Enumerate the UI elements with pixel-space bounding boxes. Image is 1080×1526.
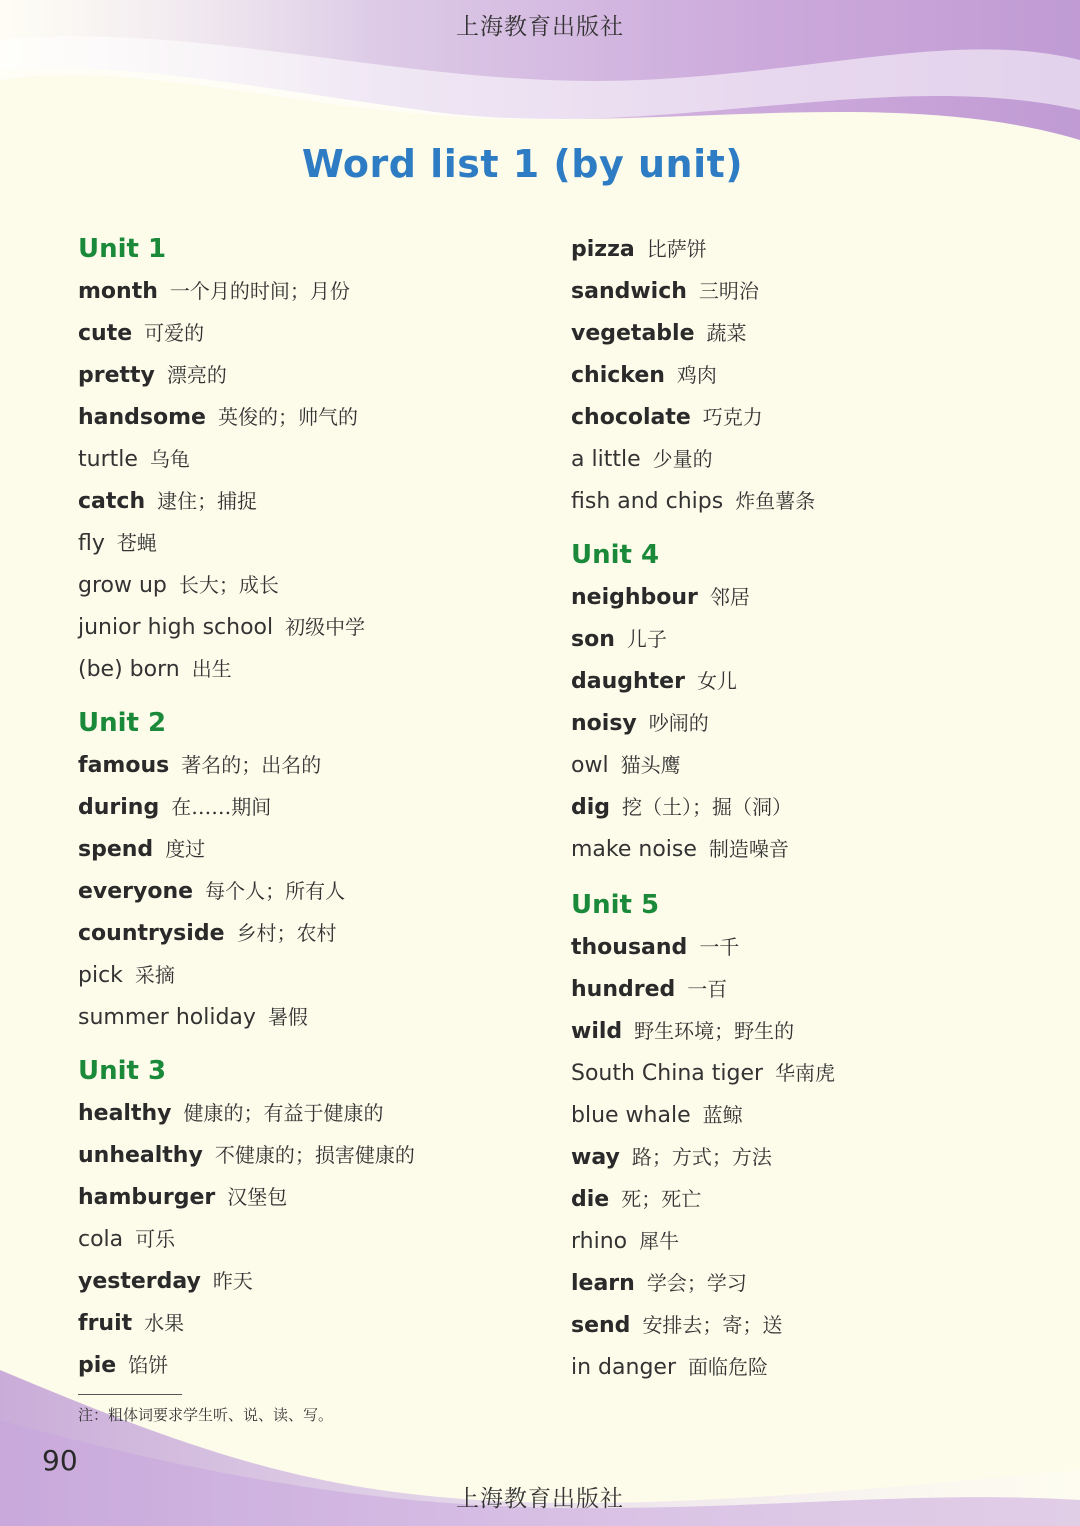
right-column	[571, 228, 835, 1388]
word-english: vegetable	[571, 321, 695, 346]
word-chinese: 健康的；有益于健康的	[183, 1101, 384, 1125]
word-entry	[571, 618, 835, 660]
word-entry	[571, 396, 835, 438]
word-english: die	[571, 1187, 610, 1212]
word-english: handsome	[78, 405, 206, 430]
word-entry	[78, 786, 415, 828]
word-entry	[78, 648, 415, 690]
word-english: pie	[78, 1353, 117, 1378]
footnote: 注：粗体词要求学生听、说、读、写。	[78, 1406, 334, 1424]
word-english: month	[78, 279, 158, 304]
word-chinese: 不健康的；损害健康的	[214, 1143, 415, 1167]
word-chinese: 一个月的时间；月份	[169, 279, 350, 303]
word-english: yesterday	[78, 1269, 201, 1294]
word-chinese: 鸡肉	[676, 363, 717, 387]
word-english: chicken	[571, 363, 665, 388]
left-column	[78, 228, 415, 1386]
word-english: fly	[78, 531, 105, 556]
word-chinese: 在……期间	[171, 795, 272, 819]
word-chinese: 馅饼	[128, 1353, 169, 1377]
word-chinese: 长大；成长	[178, 573, 279, 597]
word-chinese: 著名的；出名的	[181, 753, 322, 777]
word-entry	[571, 312, 835, 354]
word-chinese: 比萨饼	[646, 237, 707, 261]
word-entry	[571, 480, 835, 522]
word-english: send	[571, 1313, 631, 1338]
publisher-header: 上海教育出版社	[456, 14, 624, 40]
word-english: everyone	[78, 879, 194, 904]
word-chinese: 猫头鹰	[620, 753, 681, 777]
unit-heading-1: Unit 1	[78, 234, 167, 264]
word-entry	[78, 1218, 415, 1260]
word-entry	[571, 1010, 835, 1052]
word-english: rhino	[571, 1229, 628, 1254]
word-entry	[78, 522, 415, 564]
word-entry	[78, 354, 415, 396]
word-chinese: 苍蝇	[116, 531, 157, 555]
word-english: sandwich	[571, 279, 687, 304]
word-entry	[78, 1134, 415, 1176]
word-english: dig	[571, 795, 611, 820]
unit-heading-5: Unit 5	[571, 890, 660, 920]
word-english: catch	[78, 489, 146, 514]
word-english: make noise	[571, 837, 697, 862]
word-english: a little	[571, 447, 641, 472]
word-chinese: 一百	[687, 977, 728, 1001]
word-entry	[571, 786, 835, 828]
word-english: South China tiger	[571, 1061, 764, 1086]
word-english: junior high school	[78, 615, 274, 640]
word-entry	[571, 1220, 835, 1262]
word-english: fish and chips	[571, 489, 724, 514]
word-chinese: 乌龟	[149, 447, 190, 471]
word-english: spend	[78, 837, 154, 862]
word-chinese: 初级中学	[285, 615, 366, 639]
word-chinese: 炸鱼薯条	[735, 489, 816, 513]
word-english: in danger	[571, 1355, 676, 1380]
word-entry	[571, 660, 835, 702]
word-chinese: 蓝鲸	[702, 1103, 743, 1127]
word-chinese: 出生	[191, 657, 232, 681]
word-entry	[571, 926, 835, 968]
word-english: hamburger	[78, 1185, 216, 1210]
word-chinese: 采摘	[134, 963, 175, 987]
word-chinese: 漂亮的	[166, 363, 227, 387]
word-english: healthy	[78, 1101, 172, 1126]
word-entry	[78, 564, 415, 606]
spacer	[78, 690, 415, 702]
word-entry	[78, 1260, 415, 1302]
word-english: fruit	[78, 1311, 133, 1336]
word-chinese: 野生环境；野生的	[634, 1019, 795, 1043]
word-chinese: 少量的	[652, 447, 713, 471]
word-english: unhealthy	[78, 1143, 203, 1168]
word-chinese: 犀牛	[639, 1229, 680, 1253]
word-english: cola	[78, 1227, 124, 1252]
word-english: wild	[571, 1019, 623, 1044]
footnote-divider	[78, 1394, 182, 1395]
word-chinese: 可爱的	[144, 321, 205, 345]
word-entry	[571, 744, 835, 786]
word-english: famous	[78, 753, 170, 778]
word-chinese: 死；死亡	[621, 1187, 702, 1211]
unit-heading-3: Unit 3	[78, 1056, 167, 1086]
word-entry	[78, 480, 415, 522]
word-chinese: 水果	[144, 1311, 185, 1335]
word-chinese: 儿子	[626, 627, 667, 651]
word-chinese: 暑假	[267, 1005, 308, 1029]
word-english: learn	[571, 1271, 635, 1296]
word-entry	[78, 1092, 415, 1134]
word-english: pizza	[571, 237, 635, 262]
word-chinese: 每个人；所有人	[205, 879, 346, 903]
word-english: neighbour	[571, 585, 698, 610]
word-entry	[78, 870, 415, 912]
word-english: (be) born	[78, 657, 180, 682]
word-entry	[78, 954, 415, 996]
word-entry	[571, 1094, 835, 1136]
word-english: owl	[571, 753, 609, 778]
word-chinese: 吵闹的	[648, 711, 709, 735]
word-chinese: 面临危险	[687, 1355, 768, 1379]
spacer	[78, 1038, 415, 1050]
word-entry	[78, 1302, 415, 1344]
word-chinese: 女儿	[696, 669, 737, 693]
word-english: grow up	[78, 573, 167, 598]
word-chinese: 度过	[165, 837, 206, 861]
word-english: hundred	[571, 977, 676, 1002]
word-chinese: 昨天	[212, 1269, 253, 1293]
publisher-footer: 上海教育出版社	[456, 1486, 624, 1512]
word-entry	[571, 576, 835, 618]
word-english: daughter	[571, 669, 685, 694]
word-chinese: 三明治	[698, 279, 759, 303]
word-entry	[78, 1176, 415, 1218]
word-chinese: 汉堡包	[227, 1185, 288, 1209]
spacer	[571, 870, 835, 884]
word-entry	[78, 1344, 415, 1386]
word-english: pretty	[78, 363, 155, 388]
word-chinese: 挖（土）；掘（洞）	[622, 795, 793, 819]
word-entry	[78, 270, 415, 312]
page-title: Word list 1 (by unit)	[301, 142, 744, 186]
spacer	[571, 522, 835, 534]
word-chinese: 学会；学习	[646, 1271, 747, 1295]
word-chinese: 制造噪音	[708, 837, 789, 861]
word-english: summer holiday	[78, 1005, 256, 1030]
word-entry	[78, 828, 415, 870]
word-entry	[571, 228, 835, 270]
word-entry	[571, 354, 835, 396]
word-english: blue whale	[571, 1103, 691, 1128]
word-entry	[78, 312, 415, 354]
word-entry	[78, 996, 415, 1038]
word-chinese: 邻居	[709, 585, 750, 609]
word-chinese: 路；方式；方法	[631, 1145, 772, 1169]
word-entry	[78, 396, 415, 438]
word-entry	[571, 828, 835, 870]
page-number: 90	[42, 1444, 78, 1477]
unit-heading-4: Unit 4	[571, 540, 660, 570]
word-entry	[571, 1178, 835, 1220]
word-english: pick	[78, 963, 123, 988]
word-chinese: 巧克力	[702, 405, 763, 429]
word-chinese: 逮住；捕捉	[157, 489, 258, 513]
word-chinese: 安排去；寄；送	[642, 1313, 783, 1337]
word-chinese: 蔬菜	[706, 321, 747, 345]
word-english: countryside	[78, 921, 225, 946]
word-english: chocolate	[571, 405, 691, 430]
word-entry	[571, 270, 835, 312]
word-entry	[78, 438, 415, 480]
word-entry	[571, 1262, 835, 1304]
word-entry	[78, 912, 415, 954]
word-chinese: 英俊的；帅气的	[217, 405, 358, 429]
word-english: son	[571, 627, 615, 652]
word-english: noisy	[571, 711, 637, 736]
word-chinese: 一千	[699, 935, 740, 959]
word-english: during	[78, 795, 160, 820]
word-entry	[571, 1346, 835, 1388]
word-english: thousand	[571, 935, 688, 960]
word-entry	[571, 1136, 835, 1178]
word-entry	[571, 438, 835, 480]
word-entry	[78, 606, 415, 648]
word-english: turtle	[78, 447, 138, 472]
word-entry	[571, 968, 835, 1010]
word-entry	[78, 744, 415, 786]
word-english: cute	[78, 321, 133, 346]
word-entry	[571, 702, 835, 744]
word-chinese: 华南虎	[775, 1061, 836, 1085]
word-english: way	[571, 1145, 620, 1170]
word-entry	[571, 1304, 835, 1346]
word-chinese: 可乐	[135, 1227, 176, 1251]
word-chinese: 乡村；农村	[236, 921, 337, 945]
unit-heading-2: Unit 2	[78, 708, 167, 738]
word-entry	[571, 1052, 835, 1094]
